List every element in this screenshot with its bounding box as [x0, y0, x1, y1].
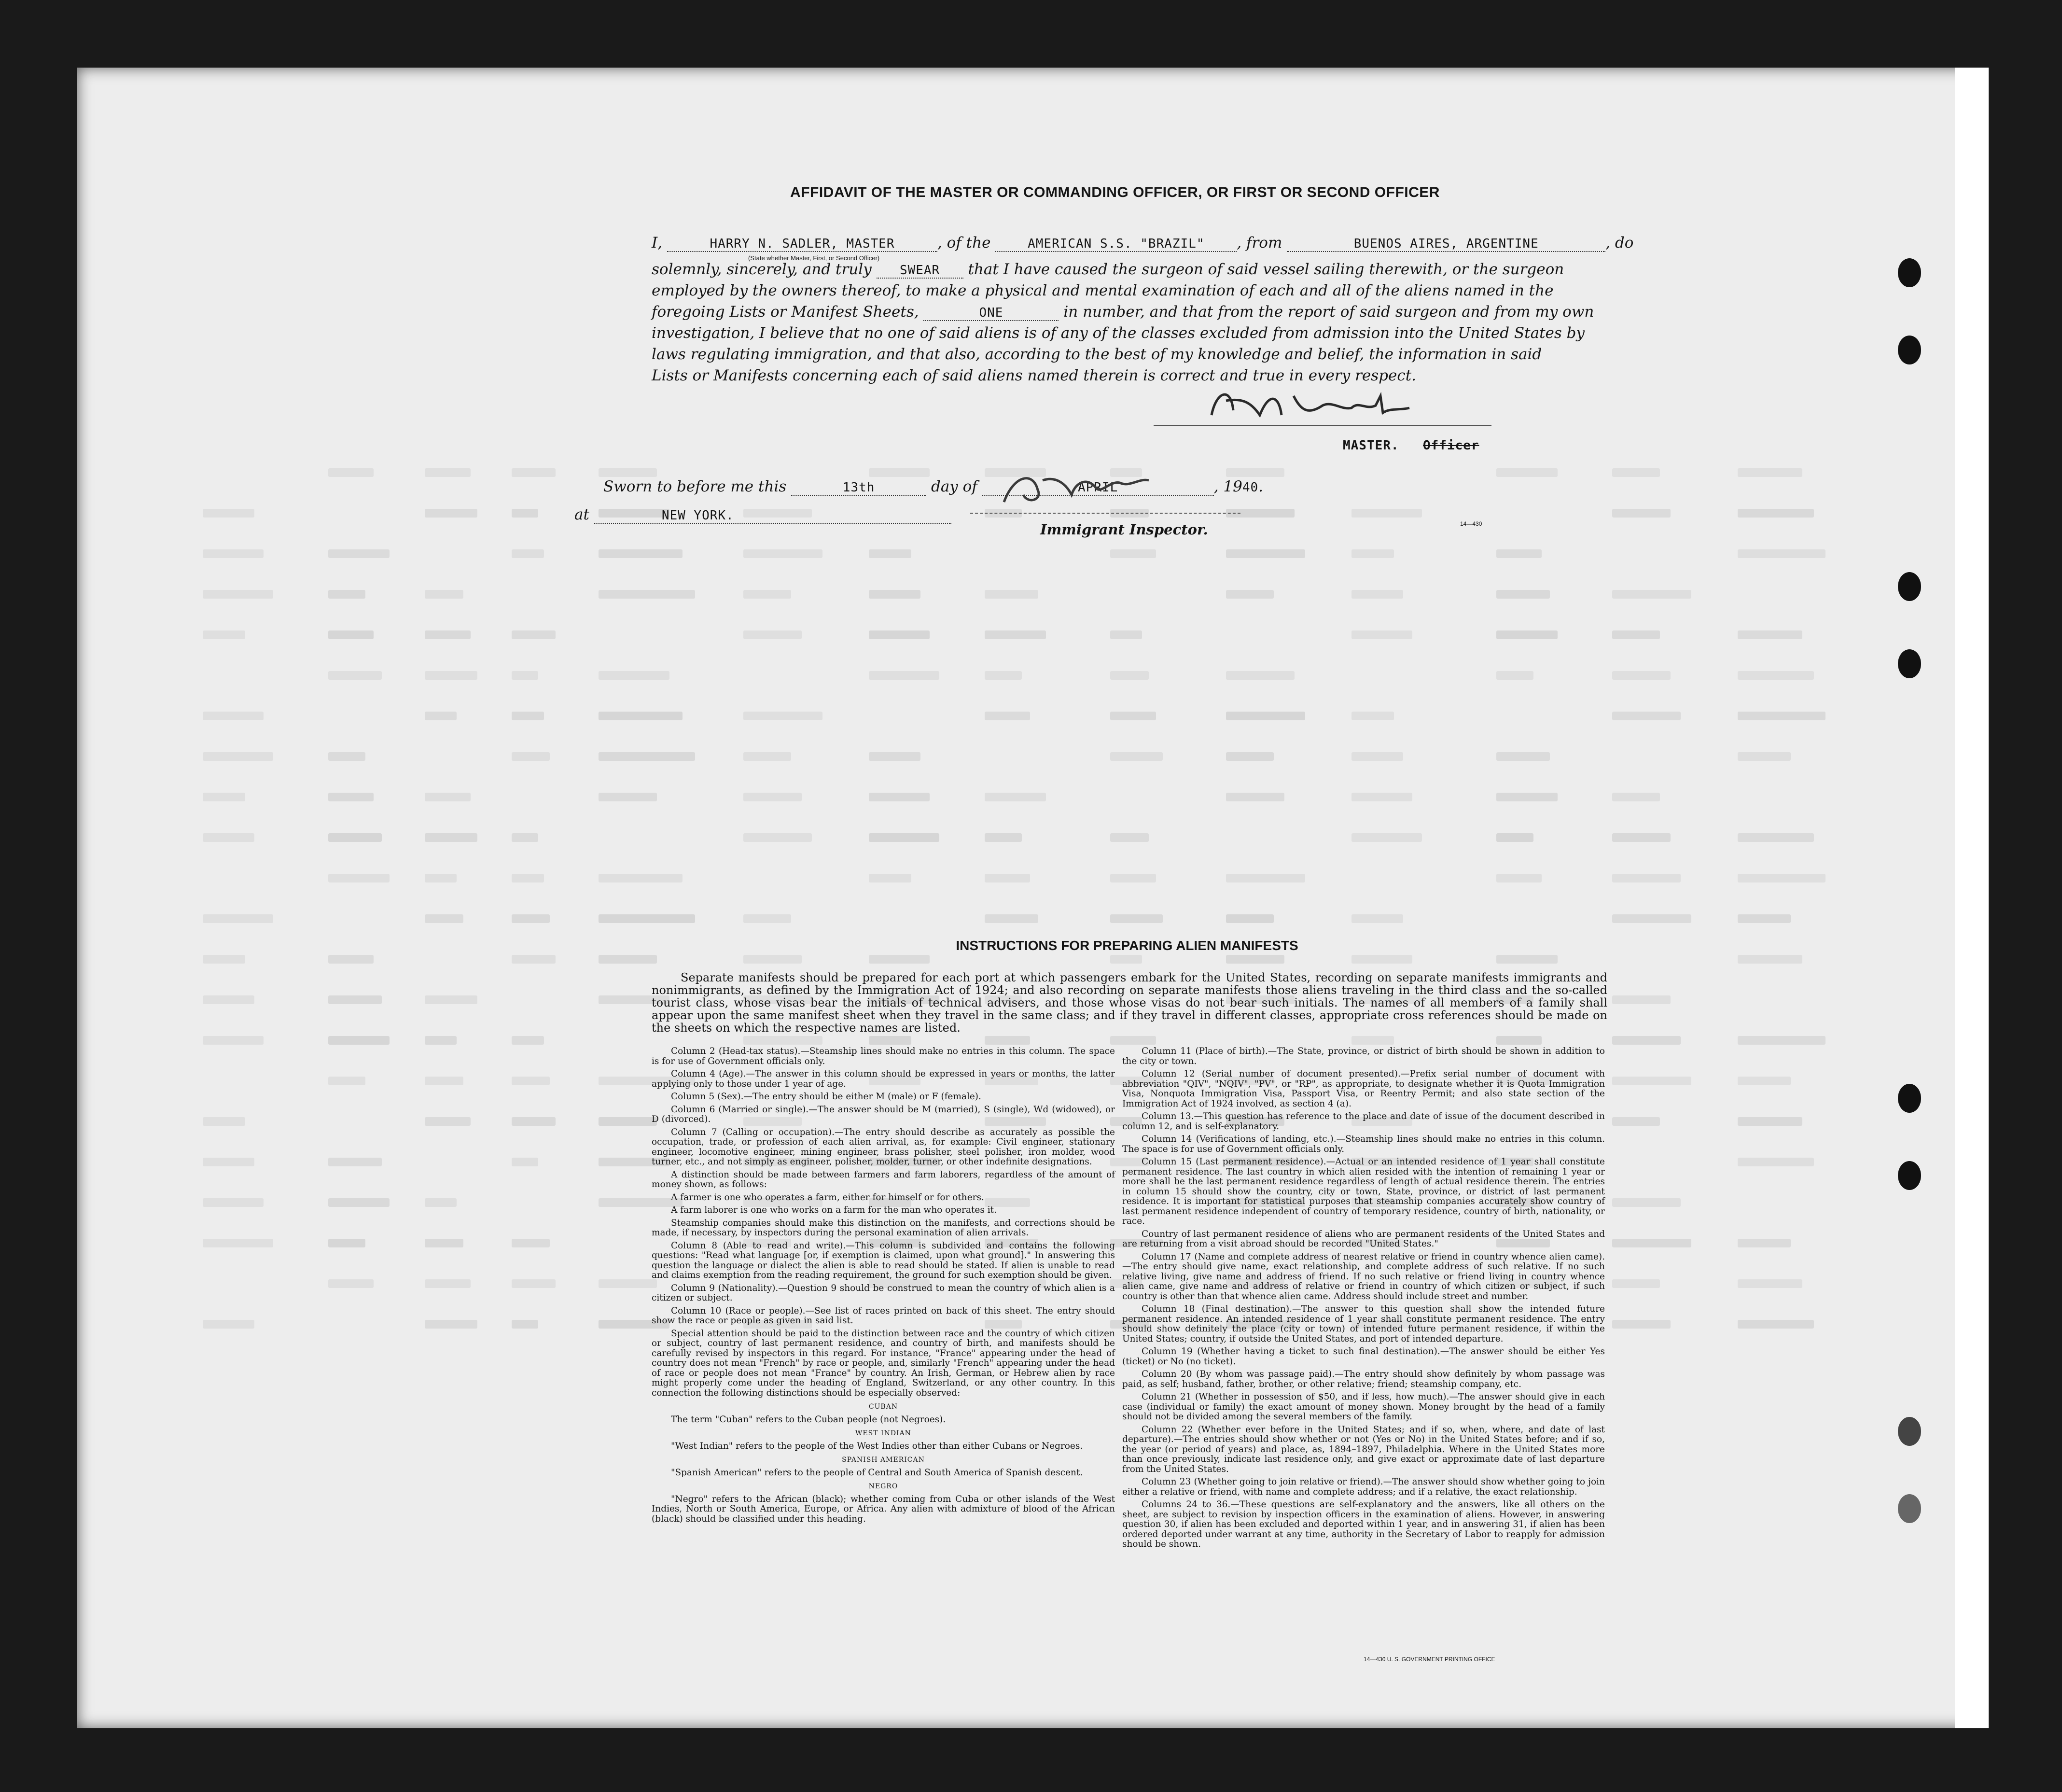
affidavit-text: at	[574, 506, 589, 523]
affidavit-text: , from	[1237, 234, 1282, 252]
sworn-place-field: NEW YORK.	[594, 508, 951, 524]
affidavit-text: day of	[931, 478, 977, 495]
race-definition-cuban: The term "Cuban" refers to the Cuban people (not Negroes).	[671, 1414, 946, 1425]
officer-name-field: HARRY N. SADLER, MASTER	[667, 237, 937, 252]
bleed-through-row	[203, 955, 1882, 966]
punch-hole	[1898, 572, 1921, 601]
bleed-through-row	[203, 833, 1882, 844]
bleed-through-row	[203, 712, 1882, 722]
instruction-paragraph: Column 17 (Name and complete address of nearest relative or friend in country whence alien came).—The entry should give name, exact relationship, and complete address of such relative. If no such relative living, give name and address of friend. If no such relative or friend living in country whence alien came, give name and address of relative or friend in country of which citizen or subject, if such country is other than that whence alien came. Address should include street and number.	[1122, 1251, 1605, 1302]
affidavit-line-5: investigation, I believe that no one of said aliens is of any of the classes excluded from admission into the United States by	[652, 324, 1585, 342]
instruction-paragraph: Column 8 (Able to read and write).—This column is subdivided and contains the following questions: "Read what language [or, if exemption is claimed, upon what ground]." In answering this question the language or dialect the alien is able to read should be stated. If alien is unable to read and claims exemption from the reading requirement, the ground for such exemption should be given.	[652, 1240, 1115, 1280]
affidavit-line-3: employed by the owners thereof, to make a physical and mental examination of each and all of the aliens named in the	[652, 282, 1554, 299]
punch-hole	[1898, 1161, 1921, 1190]
affidavit-title: AFFIDAVIT OF THE MASTER OR COMMANDING OFFICER, OR FIRST OR SECOND OFFICER	[790, 184, 1440, 200]
inspector-signature	[985, 461, 1236, 514]
instruction-paragraph: Column 19 (Whether having a ticket to such final destination).—The answer should be either Yes (ticket) or No (no ticket).	[1122, 1346, 1605, 1367]
instruction-paragraph: Column 20 (By whom was passage paid).—The entry should show definitely by whom passage was paid, as self; husband, father, brother, or other relative; friend; steamship company, etc.	[1122, 1369, 1605, 1389]
instruction-paragraph: Column 10 (Race or people).—See list of races printed on back of this sheet. The entry should show the race or people as given in said list.	[652, 1305, 1115, 1326]
race-definition-negro: "Negro" refers to the African (black); whether coming from Cuba or other islands of the West Indies, North or South America, Europe, or Africa. Any alien with admixture of blood of the African (black) should be classified under this heading.	[652, 1494, 1115, 1524]
instruction-paragraph: Column 15 (Last permanent residence).—Actual or an intended residence of 1 year shall constitute permanent residence. The last country in which alien resided with the intention of remaining 1 year or more shall be the last permanent residence regardless of length of actual residence therein. The entries in column 15 should show the country, city or town, State, province, or district of last permanent residence. It is important for statistical purposes that steamship companies accurately show country of last permanent residence independent of country of temporary residence, country of birth, nationality, or race.	[1122, 1157, 1605, 1226]
inspector-title: Immigrant Inspector.	[1040, 521, 1208, 538]
inspector-signature-line	[970, 513, 1240, 514]
affidavit-line-2	[652, 261, 1564, 279]
affidavit-text: foregoing Lists or Manifest Sheets,	[652, 303, 919, 321]
race-heading-spanish-american: SPANISH AMERICAN	[842, 1456, 925, 1464]
bleed-through-row	[203, 630, 1882, 641]
bleed-through-row	[203, 914, 1882, 925]
manifest-sheet	[77, 68, 1989, 1728]
race-heading-west-indian: WEST INDIAN	[855, 1429, 911, 1437]
sheet-count-field: ONE	[923, 306, 1059, 321]
affidavit-line-1	[652, 234, 1633, 252]
bleed-through-row	[203, 1036, 1882, 1047]
sworn-day-field: 13th	[791, 480, 926, 496]
instruction-paragraph: Country of last permanent residence of aliens who are permanent residents of the United States and are returning from a visit abroad should be recorded "United States."	[1122, 1229, 1605, 1249]
affidavit-text: , of the	[937, 234, 991, 252]
instruction-paragraph: Column 2 (Head-tax status).—Steamship lines should make no entries in this column. The space is for use of Government officials only.	[652, 1046, 1115, 1066]
affidavit-text: , 19	[1213, 478, 1242, 495]
vessel-name-field: AMERICAN S.S. "BRAZIL"	[995, 237, 1237, 252]
bleed-through-row	[203, 590, 1882, 601]
instruction-paragraph: Column 9 (Nationality).—Question 9 should be construed to mean the country of which alien is a citizen or subject.	[652, 1283, 1115, 1303]
race-heading-cuban: CUBAN	[868, 1403, 898, 1411]
form-number: 14—430	[1460, 520, 1482, 527]
instruction-paragraph: Column 6 (Married or single).—The answer should be M (married), S (single), Wd (widowed), or D (divorced).	[652, 1104, 1115, 1124]
sworn-month-field: APRIL	[982, 480, 1214, 496]
punch-hole	[1898, 1417, 1921, 1446]
instruction-paragraph: Column 22 (Whether ever before in the United States; and if so, when, where, and date of last departure).—The entries should show whether or not (Yes or No) in the United States before; and if so, the year (or period of years) and place, as, 1894–1897, Philadelphia. Where in the United States more than once previously, indicate last residence only, and give exact or approximate date of last departure from the United States.	[1122, 1424, 1605, 1474]
instruction-paragraph: Column 14 (Verifications of landing, etc.).—Steamship lines should make no entries in this column. The space is for use of Government officials only.	[1122, 1134, 1605, 1154]
sheet-right-edge	[1955, 68, 1989, 1728]
instructions-intro: Separate manifests should be prepared for each port at which passengers embark for the United States, recording on separate manifests immigrants and nonimmigrants, as defined by the Immigration Act of 1924; and also recording on separate manifests those aliens traveling in the third class and the so-called tourist class, whose visas bear the initials of technical advisers, and those whose visas do not bear such initials. The names of all members of a family shall appear upon the same manifest sheet when they travel in the same class; and if they travel in different classes, appropriate cross references should be made on the sheets on which the respective names are listed.	[652, 971, 1607, 1035]
instructions-right-column	[1122, 1047, 1605, 1553]
affidavit-text: , do	[1605, 234, 1634, 252]
signature-line	[1154, 425, 1491, 426]
punch-hole	[1898, 649, 1921, 678]
sworn-place-line	[574, 506, 951, 524]
master-signature	[1197, 381, 1516, 430]
instruction-paragraph: Special attention should be paid to the distinction between race and the country of which citizen or subject, country of last permanent residence, and country of birth, and manifests should be carefully revised by inspectors in this regard. For instance, "France" appearing under the head of country does not mean "French" by race or people, and, similarly "French" appearing under the head of race or people does not mean "France" by country. An Irish, German, or Hebrew alien by race might properly come under the heading of England, Switzerland, or any other country. In this connection the following distinctions should be especially observed:	[652, 1328, 1115, 1398]
instruction-paragraph: Column 5 (Sex).—The entry should be either M (male) or F (female).	[671, 1092, 981, 1102]
instruction-paragraph: Columns 24 to 36.—These questions are self-explanatory and the answers, like all others on the sheet, are subject to revision by inspection officers in the examination of aliens. However, in answering question 30, if alien has been excluded and deported within 1 year, and in answering 31, if alien has been ordered deported under warrant at any time, authority in the Secretary of Labor to reapply for admission should be shown.	[1122, 1499, 1605, 1549]
affidavit-text: in number, and that from the report of said surgeon and from my own	[1063, 303, 1594, 321]
instruction-paragraph: Column 7 (Calling or occupation).—The entry should describe as accurately as possible the occupation, trade, or profession of each alien arrival, as, for example: Civil engineer, stationary engineer, locomotive engineer, mining engineer, brass polisher, steel polisher, iron molder, wood turner, etc., and not simply as engineer, polisher, molder, turner, or other indefinite designations.	[652, 1127, 1115, 1167]
instruction-paragraph: Column 4 (Age).—The answer in this column should be expressed in years or months, the latter applying only to those under 1 year of age.	[652, 1069, 1115, 1089]
bleed-through-row	[203, 793, 1882, 803]
officer-rank-struck: Officer	[1423, 438, 1479, 453]
bleed-through-row	[203, 752, 1882, 763]
instruction-paragraph: Column 11 (Place of birth).—The State, province, or district of birth should be shown in addition to the city or town.	[1122, 1046, 1605, 1066]
affidavit-line-6: laws regulating immigration, and that also, according to the best of my knowledge and belief, the information in said	[652, 346, 1542, 363]
instruction-paragraph: Column 12 (Serial number of document presented).—Prefix serial number of document with abbreviation "QIV", "NQIV", "PV", or "RP", as appropriate, to designate whether it is Quota Immigration Visa, Nonquota Immigration Visa, Passport Visa, or Reentry Permit; and also state section of the Immigration Act of 1924 involved, as section 4 (a).	[1122, 1069, 1605, 1109]
affidavit-line-7: Lists or Manifests concerning each of said aliens named therein is correct and true in every respect.	[652, 367, 1417, 384]
oath-field: SWEAR	[877, 263, 963, 279]
sworn-year-field: 40	[1242, 480, 1259, 495]
sworn-line: Sworn to before me this 13th day of APRIL , 1940.	[603, 478, 1263, 495]
race-definition-spanish-american: "Spanish American" refers to the people of Central and South America of Spanish descent.	[671, 1467, 1083, 1478]
punch-hole	[1898, 258, 1921, 287]
instruction-paragraph: Column 18 (Final destination).—The answer to this question shall show the intended future permanent residence. An intended residence of 1 year shall constitute permanent residence. The entry should show definitely the place (city or town) of intended future permanent residence, if within the United States; country, if outside the United States, and port of intended departure.	[1122, 1304, 1605, 1344]
instruction-paragraph: Column 23 (Whether going to join relative or friend).—The answer should show whether going to join either a relative or friend, with name and complete address; and if a relative, the exact relationship.	[1122, 1477, 1605, 1497]
bleed-through-row	[203, 671, 1882, 682]
bleed-through-row	[203, 549, 1882, 560]
instruction-paragraph: A farm laborer is one who works on a farm for the man who operates it.	[671, 1205, 997, 1215]
instructions-left-column	[652, 1047, 1115, 1527]
instruction-paragraph: Steamship companies should make this distinction on the manifests, and corrections should be made, if necessary, by inspectors during the personal examination of alien arrivals.	[652, 1218, 1115, 1238]
punch-hole	[1898, 1084, 1921, 1113]
affidavit-text: that I have caused the surgeon of said vessel sailing therewith, or the surgeon	[968, 261, 1564, 278]
punch-hole	[1898, 1494, 1921, 1523]
instruction-paragraph: Column 13.—This question has reference to the place and date of issue of the document described in column 12, and is self-explanatory.	[1122, 1111, 1605, 1132]
affidavit-line-4	[652, 303, 1594, 321]
bleed-through-row	[203, 874, 1882, 884]
port-field: BUENOS AIRES, ARGENTINE	[1287, 237, 1605, 252]
master-rank: MASTER.	[1343, 438, 1399, 453]
instructions-title: INSTRUCTIONS FOR PREPARING ALIEN MANIFESTS	[956, 938, 1298, 953]
race-definition-west-indian: "West Indian" refers to the people of the West Indies other than either Cubans or Negroes.	[671, 1441, 1083, 1451]
instruction-paragraph: Column 21 (Whether in possession of $50, and if less, how much).—The answer should give in each case (individual or family) the exact amount of money shown. Money brought by the head of a family should not be divided among the several members of the family.	[1122, 1392, 1605, 1422]
affidavit-text: I,	[652, 234, 663, 252]
punch-hole	[1898, 336, 1921, 364]
instruction-paragraph: A farmer is one who operates a farm, either for himself or for others.	[671, 1192, 984, 1203]
affidavit-text: Sworn to before me this	[603, 478, 787, 495]
officer-rank-note: (State whether Master, First, or Second Officer)	[748, 254, 880, 262]
instruction-paragraph: A distinction should be made between farmers and farm laborers, regardless of the amount of money shown, as follows:	[652, 1169, 1115, 1190]
affidavit-text: solemnly, sincerely, and truly	[652, 261, 872, 278]
race-heading-negro: NEGRO	[868, 1483, 898, 1490]
printing-office-footer: 14—430 U. S. GOVERNMENT PRINTING OFFICE	[1364, 1656, 1495, 1663]
